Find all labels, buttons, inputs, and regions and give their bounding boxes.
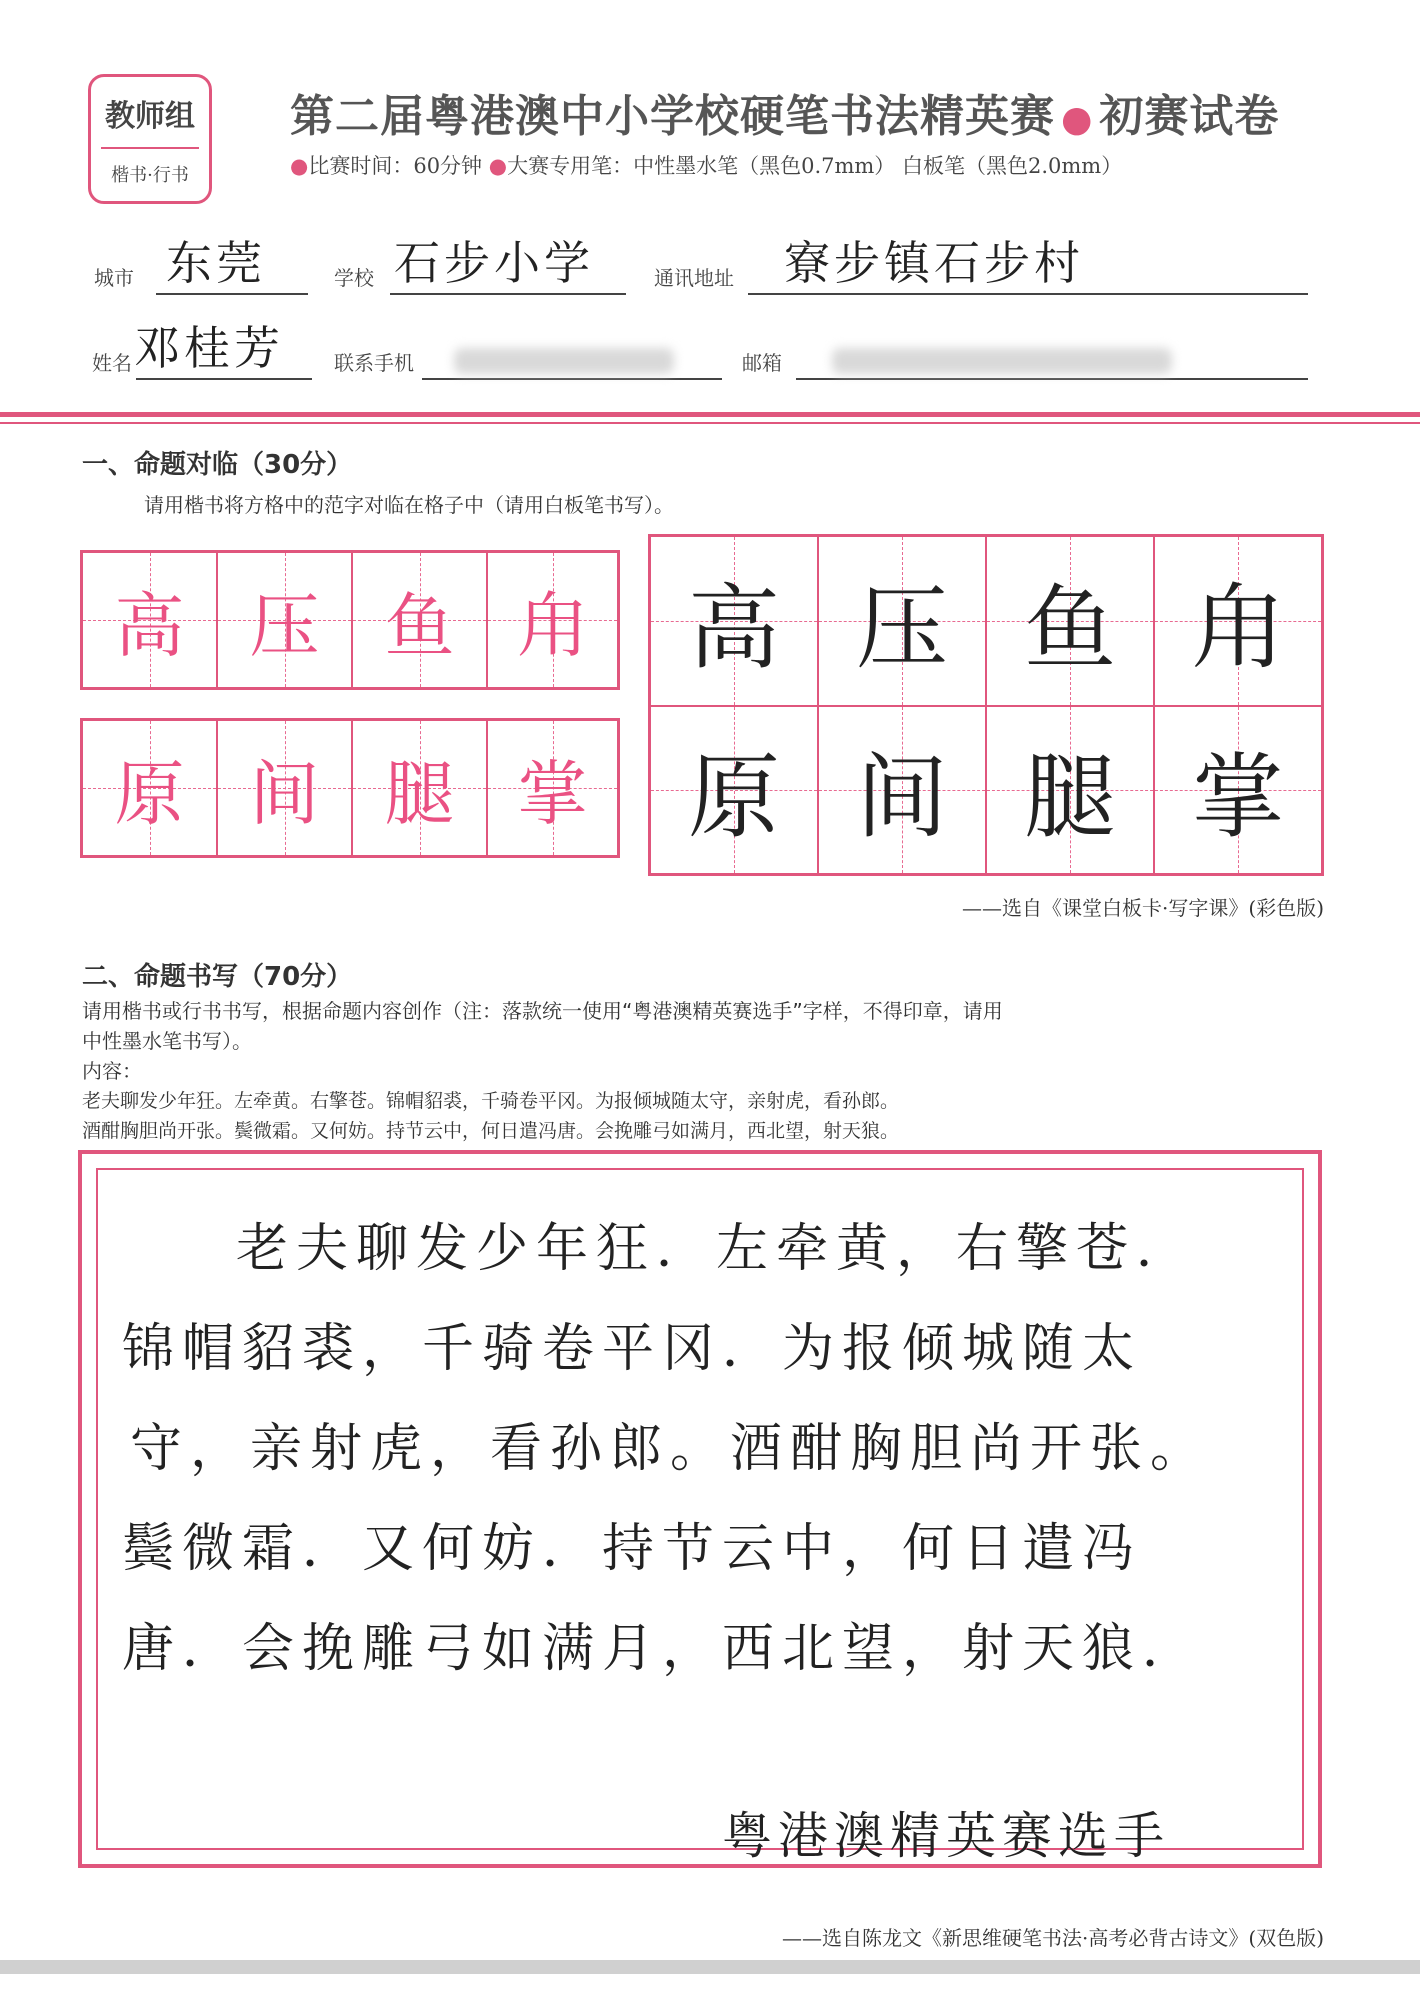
name-value: 邓桂芳 [134,321,284,375]
badge-group-label: 教师组 [105,99,195,134]
instruction-line: 请用楷书或行书书写，根据命题内容创作（注：落款统一使用“粤港澳精英赛选手”字样，不得印章，请用 [82,999,1003,1023]
name-underline [136,378,312,380]
model-char: 原 [114,752,185,835]
copy-char: 腿 [1023,744,1116,851]
address-value: 寮步镇石步村 [784,236,1084,290]
school-underline [390,293,626,295]
phone-label: 联系手机 [334,351,414,375]
model-cell [218,721,353,855]
badge-script-label: 楷书·行书 [111,165,189,186]
school-field[interactable] [334,235,634,295]
copy-cell [1155,537,1321,705]
phone-field[interactable] [334,318,734,380]
badge-divider [101,147,199,149]
city-field[interactable] [94,235,314,295]
city-value: 东莞 [166,236,266,290]
exam-time: 比赛时间：60分钟 [308,154,483,178]
copy-cell [651,707,819,873]
poem-line: 唐．会挽雕弓如满月，西北望，射天狼． [122,1619,1203,1679]
copy-char: 间 [855,744,948,851]
city-label: 城市 [94,266,134,290]
signature: 粤港澳精英赛选手 [722,1807,1170,1865]
group-badge [88,74,212,204]
model-cell [353,721,488,855]
poem-line: 老夫聊发少年狂．左牵黄，右擎苍． [236,1219,1197,1279]
model-cell [218,553,353,687]
poem-line: 锦帽貂裘，千骑卷平冈．为报倾城随太 [122,1319,1143,1379]
title-dot-icon: ● [1061,99,1094,140]
exam-pen: 大赛专用笔：中性墨水笔（黑色0.7mm） 白板笔（黑色2.0mm） [507,154,1123,178]
content-line: 老夫聊发少年狂。左牵黄。右擎苍。锦帽貂裘，千骑卷平冈。为报倾城随太守，亲射虎，看孙郎。 [82,1090,900,1112]
model-char: 间 [249,752,320,835]
copy-char: 甪 [1191,575,1284,682]
email-redaction [832,348,1172,374]
model-char: 鱼 [384,584,455,667]
copy-grid[interactable] [648,534,1324,876]
email-underline [796,378,1308,380]
content-line: 酒酣胸胆尚开张。鬓微霜。又何妨。持节云中，何日遣冯唐。会挽雕弓如满月，西北望，射天狼。 [82,1120,900,1142]
bullet-icon: ● [488,154,508,178]
model-cell [353,553,488,687]
content-label: 内容： [82,1059,142,1083]
poem-line: 鬓微霜．又何妨．持节云中，何日遣冯 [122,1519,1143,1579]
name-field[interactable] [92,318,322,380]
copy-cell [987,537,1155,705]
bullet-icon: ● [290,154,309,178]
phone-redaction [454,348,674,374]
title-main: 第二届粤港澳中小学校硬笔书法精英赛 [290,91,1055,142]
model-cell [83,721,218,855]
copy-cell [819,537,987,705]
section1-title: 一、命题对临（30分） [82,450,353,480]
model-cell [83,553,218,687]
copy-cell [1155,707,1321,873]
model-cell [488,553,617,687]
model-char: 高 [114,584,185,667]
school-label: 学校 [334,266,374,290]
address-field[interactable] [654,235,1314,295]
exam-info [290,150,1122,180]
model-cell [488,721,617,855]
copy-char: 掌 [1191,744,1284,851]
copy-cell [819,707,987,873]
title-suffix: 初赛试卷 [1099,91,1280,142]
phone-underline [422,378,722,380]
name-label: 姓名 [92,351,132,375]
copy-cell [987,707,1155,873]
model-char: 压 [249,584,320,667]
address-label: 通讯地址 [654,266,734,290]
copy-char: 高 [687,575,780,682]
instruction-line: 中性墨水笔书写）。 [82,1029,252,1053]
model-grid-row2 [80,718,620,858]
model-char: 甪 [517,584,588,667]
header-rule-thick [0,412,1420,417]
school-value: 石步小学 [394,236,594,290]
copy-char: 压 [855,575,948,682]
bottom-scan-edge [0,1960,1420,1974]
section2-title: 二、命题书写（70分） [82,962,353,992]
copy-char: 鱼 [1023,575,1116,682]
city-underline [156,293,308,295]
copy-char: 原 [687,744,780,851]
section1-credit: ——选自《课堂白板卡·写字课》(彩色版) [962,896,1324,920]
copy-cell [651,537,819,705]
poem-line: 守，亲射虎，看孙郎。酒酣胸胆尚开张。 [130,1419,1211,1479]
page-title [290,80,1279,144]
model-char: 掌 [517,752,588,835]
section2-instruction [82,996,1342,1146]
email-field[interactable] [742,318,1314,380]
model-char: 腿 [384,752,455,835]
email-label: 邮箱 [742,351,782,375]
address-underline [748,293,1308,295]
header-rule-thin [0,422,1420,424]
section2-credit: ——选自陈龙文《新思维硬笔书法·高考必背古诗文》(双色版) [782,1926,1324,1950]
model-grid-row1 [80,550,620,690]
section1-instruction: 请用楷书将方格中的范字对临在格子中（请用白板笔书写）。 [144,493,674,517]
